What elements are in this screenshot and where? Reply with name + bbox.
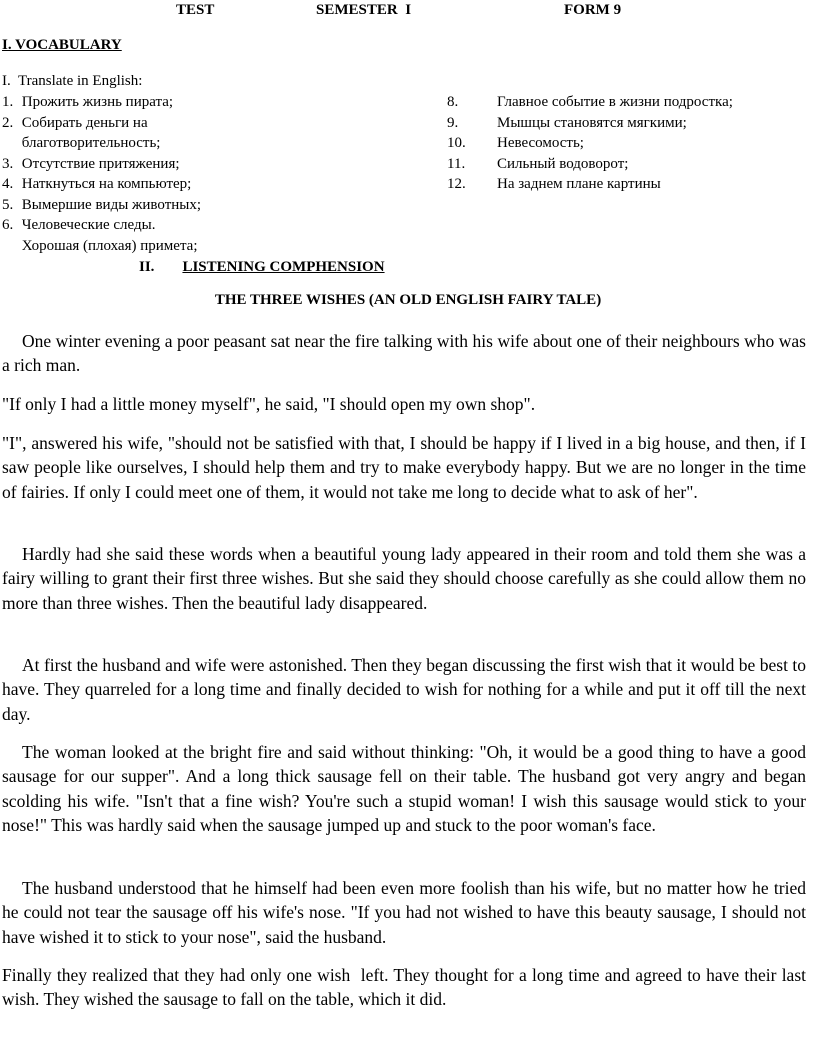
list-item: 3. Отсутствие притяжения; xyxy=(2,155,180,172)
test-label: TEST xyxy=(176,2,215,18)
vocabulary-left-list xyxy=(2,92,201,256)
form-label: FORM 9 xyxy=(564,2,622,18)
list-item: 9. Мышцы становятся мягкими; xyxy=(447,114,687,131)
story-title: THE THREE WISHES (AN OLD ENGLISH FAIRY TALE) xyxy=(214,292,602,308)
story-paragraph-8: Finally they realized that they had only one wish left. They thought for a long time and agreed to have their last wish. They wished the sausage to fall on the table, which it did. xyxy=(2,965,811,1010)
listening-heading xyxy=(139,259,385,276)
list-item: 1. Прожить жизнь пирата; xyxy=(2,94,174,110)
list-item: 8. Главное событие в жизни подростка; xyxy=(447,94,733,110)
vocabulary-right-list xyxy=(447,92,733,195)
story-paragraph-7: The husband understood that he himself had been even more foolish than his wife, but no matter how he tried he could not tear the sausage off his wife's nose. "If you had not wished to have this beauty sausage, I should not have wished it to stick to your nose", said the husband. xyxy=(2,878,806,947)
list-item: 5. Вымершие виды животных; xyxy=(2,196,202,213)
vocabulary-instruction: I. Translate in English: xyxy=(2,73,143,89)
list-item: 10. Невесомость; xyxy=(447,135,584,151)
semester-label: SEMESTER I xyxy=(316,2,412,18)
story-paragraph-4: Hardly had she said these words when a beautiful young lady appeared in their room and told them she was a fairy willing to grant their first three wishes. But she said they should choose carefully as she could allow them no more than three wishes. Then the beautiful lady disappeared. xyxy=(2,544,806,613)
list-item: благотворительность; xyxy=(21,135,161,151)
story-paragraph-1: One winter evening a poor peasant sat near the fire talking with his wife about one of their neighbours who was a rich man. xyxy=(2,331,806,376)
list-item: Хорошая (плохая) примета; xyxy=(21,237,198,254)
list-item: 6. Человеческие следы. xyxy=(2,217,156,233)
list-item: 4. Наткнуться на компьютер; xyxy=(2,176,192,192)
list-item: 11. Сильный водоворот; xyxy=(447,155,629,172)
listening-title: LISTENING COMPHENSION xyxy=(182,259,385,275)
story-paragraph-6: The woman looked at the bright fire and said without thinking: "Oh, it would be a good thing to have a good sausage for our supper". And a long thick sausage fell on their table. The husband got very angry and began scolding his wife. "Isn't that a fine wish? You're such a stupid woman! I wish this sausage would stick to your nose!" This was hardly said when the sausage jumped up and stuck to the poor woman's face. xyxy=(2,742,806,835)
list-item: 12. На заднем плане картины xyxy=(447,176,661,192)
page-header xyxy=(0,2,816,24)
story-paragraph-3: "I", answered his wife, "should not be satisfied with that, I should be happy if I lived in a big house, and then, if I saw people like ourselves, I should help them and try to make everybody happy. But we are no longer in the time of fairies. If only I could meet one of them, it would not take me long to decide what to ask of her". xyxy=(2,433,806,502)
story-paragraph-5: At first the husband and wife were astonished. Then they began discussing the first wish that it would be best to have. They quarreled for a long time and finally decided to wish for nothing for a while and put it off till the next day. xyxy=(2,655,806,724)
section-number: II. xyxy=(139,259,155,275)
vocabulary-title: I. VOCABULARY xyxy=(2,37,122,53)
story-paragraph-2: "If only I had a little money myself", he said, "I should open my own shop". xyxy=(2,394,536,414)
list-item: 2. Собирать деньги на xyxy=(2,114,148,131)
